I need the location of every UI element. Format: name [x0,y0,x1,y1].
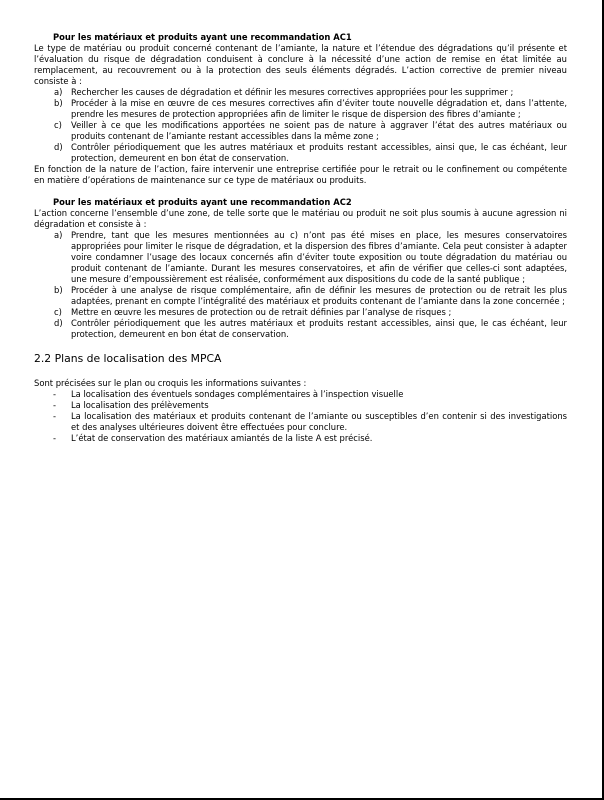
list-item-text: Procéder à la mise en œuvre de ces mesures correctives afin d’éviter toute nouvelle dégradation et, dans l’attente, prendre les mesures de protection appropriées afin de limiter le risque de dispersion des fibres d’amiante ; [71,98,567,119]
list-marker: d) [54,318,63,328]
list-item-text: Veiller à ce que les modifications apportées ne soient pas de nature à aggraver l’état des autres matériaux ou produits contenant de l’amiante restant accessibles dans la même zone ; [71,120,567,141]
list-item [34,307,567,318]
bullet-dash: - [53,411,57,421]
list-marker: a) [54,87,63,97]
list-item-text: La localisation des prélèvements [71,400,209,410]
list-item [34,87,567,98]
list-item-text: Rechercher les causes de dégradation et définir les mesures correctives appropriées pour les supprimer ; [71,87,514,97]
section-intro: Sont précisées sur le plan ou croquis les informations suivantes : [34,378,307,388]
list-item-text: Procéder à une analyse de risque complémentaire, afin de définir les mesures de protection ou de retrait les plus adaptées, prenant en compte l’intégralité des matériaux et produits contenant de l’amiante dans la zone concernée ; [71,285,567,306]
list-item [34,389,567,400]
section-title: 2.2 Plans de localisation des MPCA [34,352,222,365]
list-item [34,142,567,164]
bullet-dash: - [53,433,57,443]
list-item [34,433,567,444]
list-item-text: La localisation des matériaux et produits contenant de l’amiante ou susceptibles d’en contenir si des investigations et des analyses ultérieures doivent être effectuées pour conclure. [71,411,567,432]
list-item [34,120,567,142]
list-marker: c) [54,120,62,130]
list-item-text: Contrôler périodiquement que les autres matériaux et produits restant accessibles, ainsi que, le cas échéant, leur protection, demeurent en bon état de conservation. [71,142,567,163]
list-marker: a) [54,230,63,240]
ac2-list [34,230,567,340]
ac1-outro: En fonction de la nature de l’action, faire intervenir une entreprise certifiée pour le retrait ou le confinement ou compétente en matière d’opérations de maintenance sur ce type de matériaux ou produits. [34,164,567,185]
ac1-intro: Le type de matériau ou produit concerné contenant de l’amiante, la nature et l’étendue des dégradations qu’il présente et l’évaluation du risque de dégradation conduisent à conclure à la nécessité d’une action de remise en état limitée au remplacement, au recouvrement ou à la protection des seuls éléments dégradés. L’action corrective de premier niveau consiste à : [34,43,567,86]
ac1-list [34,87,567,164]
list-marker: c) [54,307,62,317]
list-item [34,411,567,433]
list-item-text: La localisation des éventuels sondages complémentaires à l’inspection visuelle [71,389,404,399]
document-body [34,32,567,444]
list-item-text: L’état de conservation des matériaux amiantés de la liste A est précisé. [71,433,373,443]
bullet-dash: - [53,400,57,410]
list-marker: d) [54,142,63,152]
list-item [34,285,567,307]
list-marker: b) [54,285,63,295]
bullet-dash: - [53,389,57,399]
list-item [34,98,567,120]
list-item-text: Prendre, tant que les mesures mentionnées au c) n’ont pas été mises en place, les mesures conservatoires appropriées pour limiter le risque de dégradation, et la dispersion des fibres d’amiante. Cela peut consister à adapter voire condamner l’usage des locaux concernés afin d’éviter toute exposition ou toute dégradation du matériau ou produit contenant de l’amiante. Durant les mesures conservatoires, et afin de vérifier que celles-ci sont adaptées, une mesure d’empoussièrement est réalisée, conformément aux dispositions du code de la santé publique ; [71,230,567,284]
list-marker: b) [54,98,63,108]
ac2-intro: L’action concerne l’ensemble d’une zone, de telle sorte que le matériau ou produit ne soit plus soumis à aucune agression ni dégradation et consiste à : [34,208,567,229]
list-item-text: Mettre en œuvre les mesures de protection ou de retrait définies par l’analyse de risques ; [71,307,452,317]
section-bullet-list [34,389,567,444]
list-item [34,318,567,340]
list-item [34,400,567,411]
list-item-text: Contrôler périodiquement que les autres matériaux et produits restant accessibles, ainsi que, le cas échéant, leur protection, demeurent en bon état de conservation. [71,318,567,339]
ac1-heading: Pour les matériaux et produits ayant une recommandation AC1 [53,32,352,42]
list-item [34,230,567,285]
ac2-heading: Pour les matériaux et produits ayant une recommandation AC2 [53,197,352,207]
